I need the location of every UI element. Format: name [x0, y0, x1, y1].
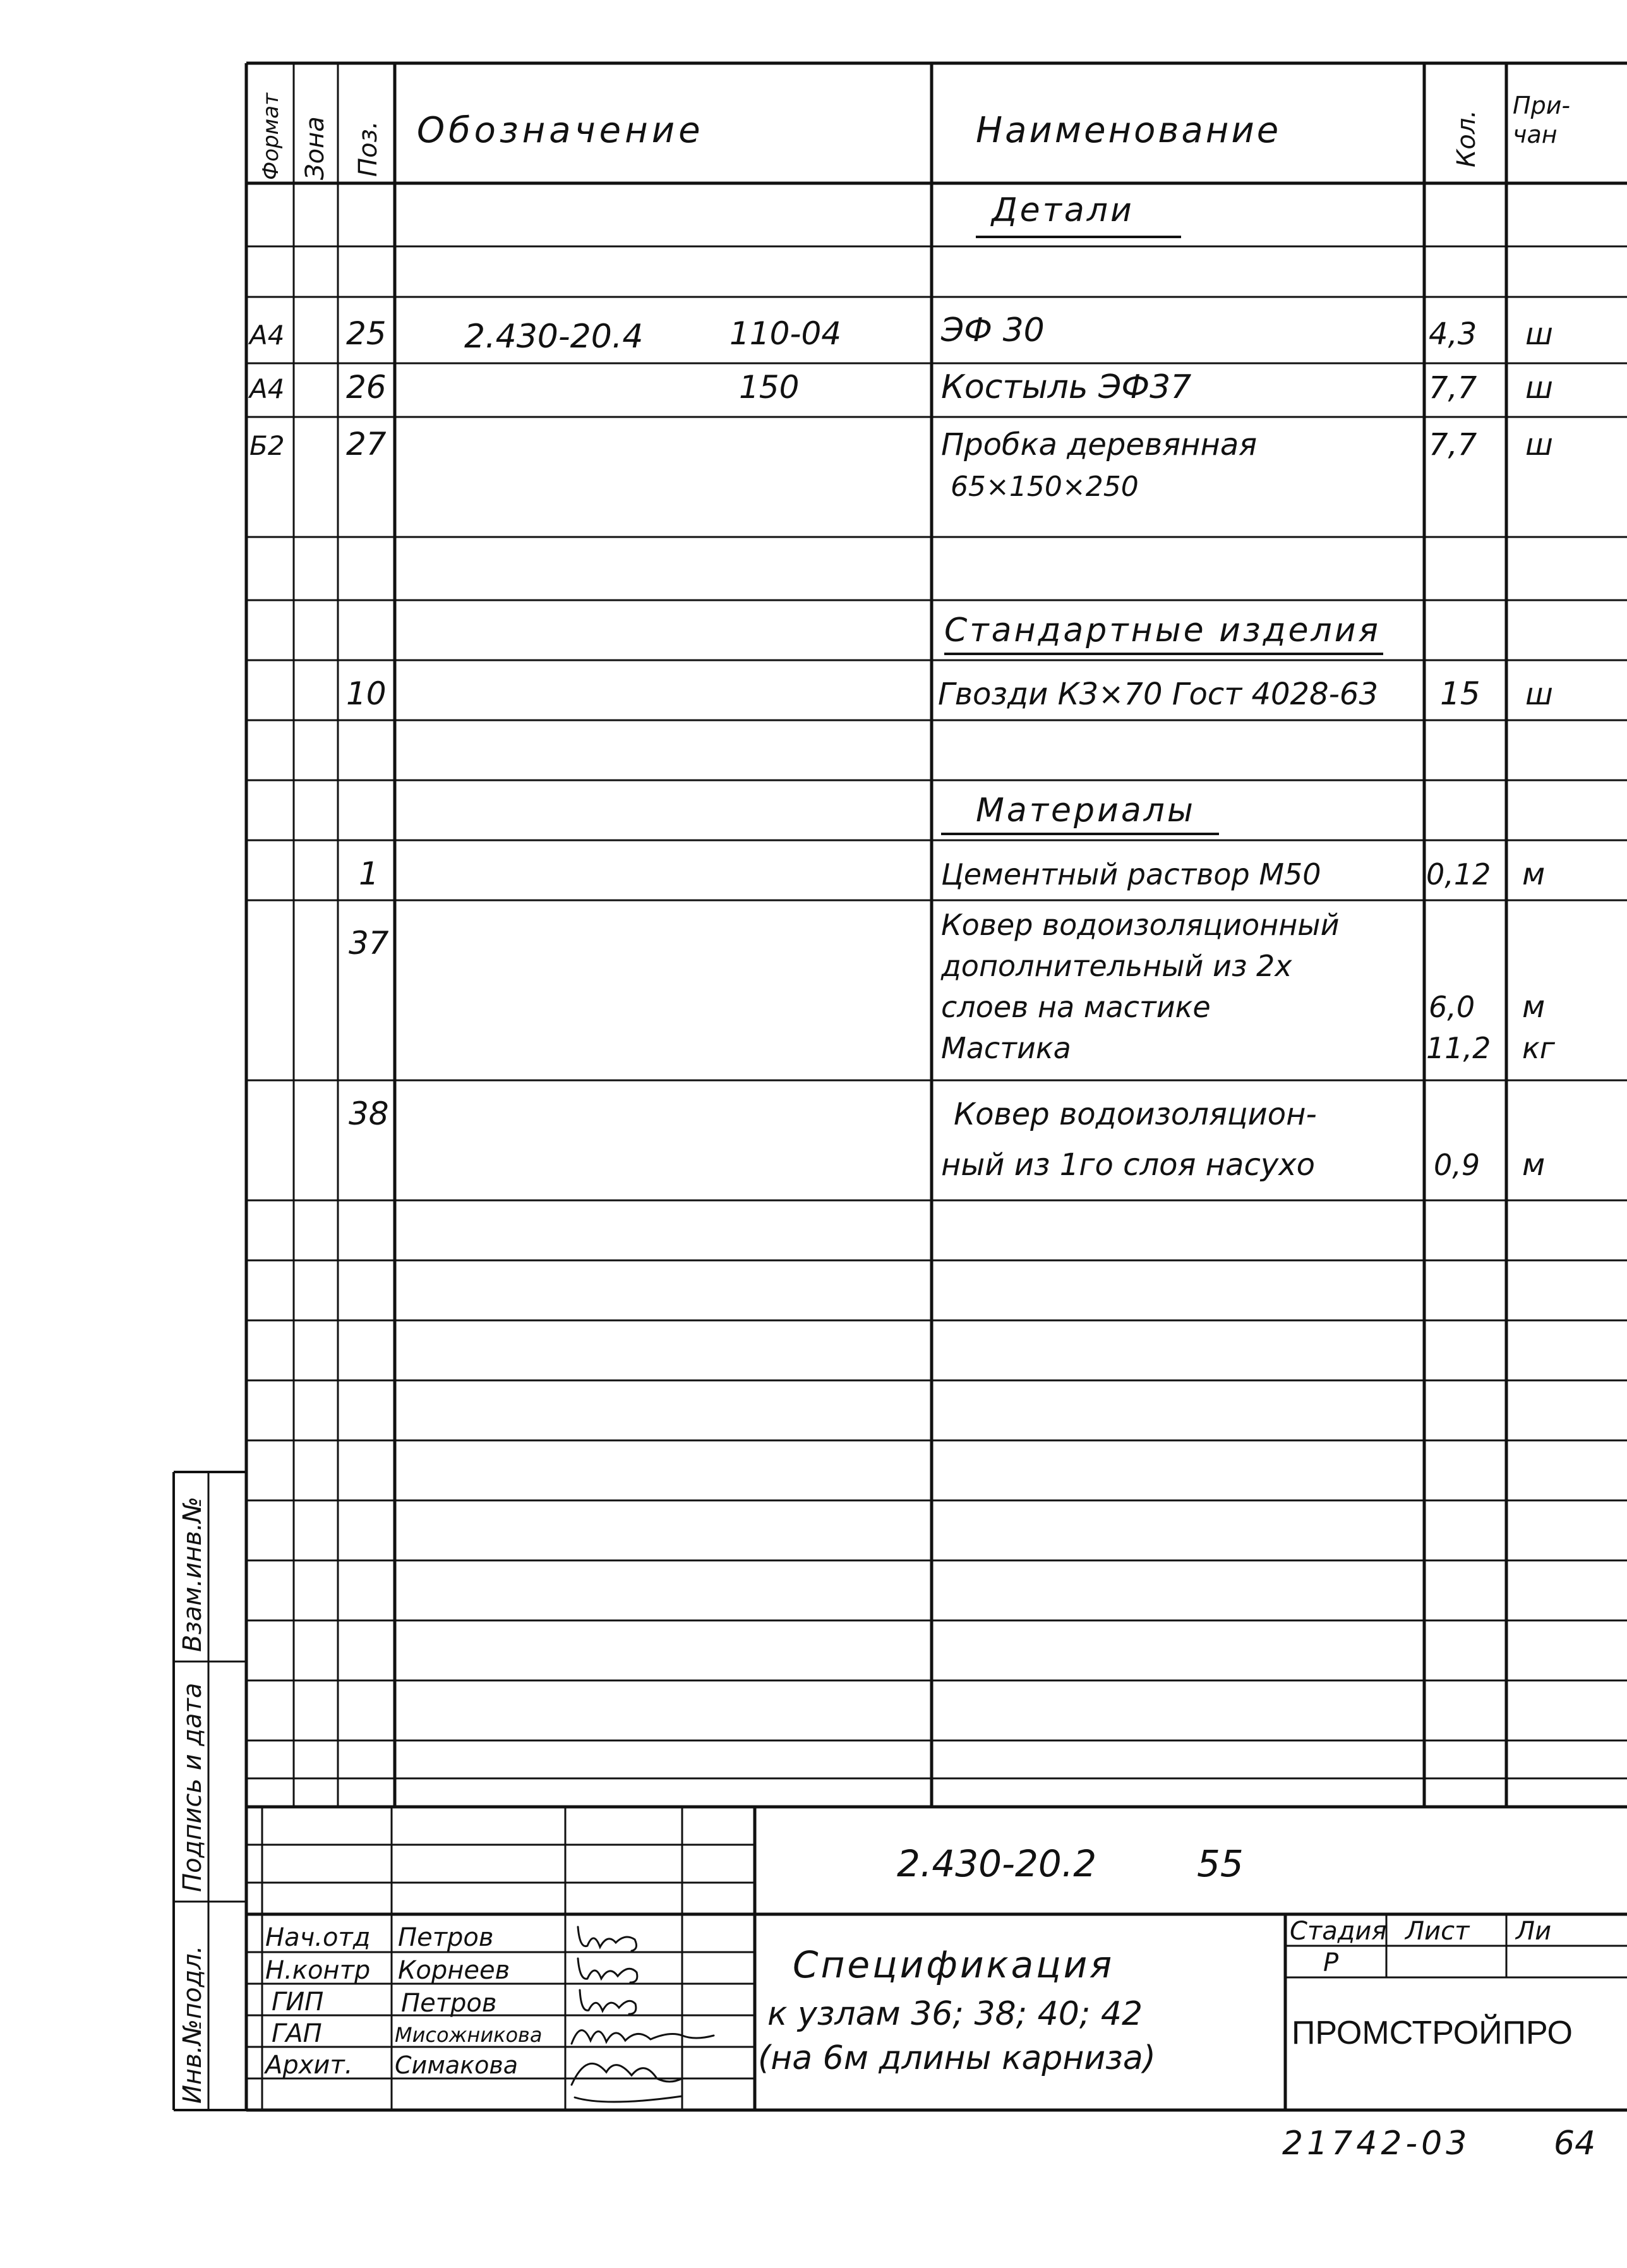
table-row — [359, 855, 1545, 892]
role-label: Архит. — [265, 2051, 353, 2080]
row-qty: 7,7 — [1429, 427, 1477, 462]
role-label: Н.контр — [265, 1956, 371, 1985]
row-name-line4: Мастика — [941, 1031, 1071, 1065]
table-grid — [246, 63, 1627, 2110]
header-zone: Зона — [301, 116, 330, 180]
header-qty: Кол. — [1452, 109, 1481, 167]
row-note: ш — [1525, 317, 1553, 352]
row-name: Костыль ЭФ37 — [941, 368, 1192, 406]
header-note-line1: При- — [1513, 92, 1571, 119]
row-designation-suffix: 150 — [739, 369, 800, 406]
row-pos: 38 — [349, 1095, 389, 1132]
role-name: Корнеев — [398, 1956, 510, 1985]
row-note: ш — [1525, 427, 1553, 462]
row-format: А4 — [249, 320, 285, 351]
signature-petrov-1 — [578, 1927, 637, 1951]
row-note: ш — [1525, 370, 1553, 406]
table-row — [349, 908, 1556, 1065]
side-signature-date: Подпись и дата — [178, 1682, 207, 1892]
header-name: Наименование — [976, 110, 1282, 151]
row-pos: 10 — [346, 675, 387, 712]
signature-korneev — [578, 1958, 637, 1982]
row-pos: 37 — [349, 925, 389, 962]
row-qty: 7,7 — [1429, 370, 1477, 406]
row-name-line3: слоев на мастике — [941, 990, 1211, 1024]
side-stamp — [174, 1472, 246, 2110]
role-label: ГИП — [272, 1988, 324, 2017]
role-name: Петров — [401, 1989, 497, 2018]
doc-title-line2: к узлам 36; 38; 40; 42 — [767, 1995, 1143, 2033]
section-materials-title: Материалы — [976, 792, 1196, 829]
header-format: Формат — [258, 93, 284, 180]
row-name: Цементный раствор М50 — [941, 857, 1321, 891]
doc-number: 2.430-20.2 — [897, 1842, 1097, 1885]
doc-title-line3: (на 6м длины карниза) — [758, 2039, 1156, 2077]
row-name-line2: 65×150×250 — [951, 471, 1139, 503]
header-pos: Поз. — [354, 121, 383, 177]
row-pos: 26 — [346, 369, 387, 406]
table-row — [248, 311, 1553, 356]
row-note: м — [1522, 857, 1546, 892]
page-number: 64 — [1554, 2125, 1596, 2162]
row-designation: 2.430-20.4 — [464, 318, 644, 356]
row-qty: 0,12 — [1426, 857, 1491, 891]
row-qty: 0,9 — [1434, 1148, 1480, 1182]
role-name: Симакова — [395, 2051, 519, 2079]
doc-sheet-ref: 55 — [1197, 1842, 1244, 1885]
row-qty: 6,0 — [1429, 990, 1475, 1024]
row-designation-suffix: 110-04 — [729, 315, 842, 352]
row-note: м — [1522, 1147, 1546, 1183]
section-standard — [944, 612, 1383, 654]
role-label: Нач.отд — [265, 1923, 371, 1952]
footer — [1282, 2125, 1595, 2162]
sheet-label: Лист — [1405, 1917, 1470, 1946]
stage-value: Р — [1323, 1948, 1339, 1977]
section-details-title: Детали — [992, 191, 1134, 229]
org-name: ПРОМСТРОЙПРО — [1292, 2015, 1573, 2051]
row-name: ЭФ 30 — [941, 311, 1045, 349]
row-qty: 4,3 — [1429, 317, 1477, 352]
table-row — [249, 426, 1553, 503]
side-replace-inv: Взам.инв.№ — [178, 1496, 207, 1652]
row-pos: 27 — [346, 426, 387, 462]
sheets-label: Ли — [1516, 1917, 1552, 1946]
role-name: Мисожникова — [395, 2023, 543, 2047]
row-name: Пробка деревянная — [941, 427, 1258, 462]
row-qty: 15 — [1440, 675, 1480, 712]
role-name: Петров — [398, 1923, 494, 1952]
header-note-line2: чан — [1513, 121, 1558, 148]
row-pos: 25 — [346, 315, 387, 352]
side-inv-orig: Инв.№подл. — [178, 1945, 207, 2104]
section-standard-title: Стандартные изделия — [944, 612, 1381, 649]
section-materials — [941, 792, 1219, 834]
row-name: Гвозди К3×70 Гост 4028-63 — [938, 677, 1379, 712]
row-name-line2: дополнительный из 2х — [941, 949, 1292, 983]
archive-number: 21742-03 — [1282, 2125, 1471, 2162]
signature-petrov-2 — [580, 1990, 636, 2014]
section-details — [976, 191, 1181, 237]
signature-misozhnikova — [572, 2030, 714, 2044]
row-note: м — [1522, 989, 1546, 1025]
row-format: А4 — [249, 373, 285, 404]
stage-label: Стадия — [1290, 1917, 1387, 1946]
title-block — [246, 1807, 1627, 2110]
table-row — [248, 368, 1553, 406]
table-row — [346, 675, 1553, 712]
header-note — [1513, 92, 1578, 148]
row-name: Ковер водоизоляцион- — [954, 1097, 1317, 1132]
signature-simakova — [572, 2063, 682, 2102]
row-pos: 1 — [359, 855, 379, 892]
row-note-line2: кг — [1522, 1031, 1555, 1065]
row-qty-line2: 11,2 — [1426, 1031, 1491, 1065]
row-name-line2: ный из 1го слоя насухо — [941, 1147, 1316, 1183]
role-label: ГАП — [272, 2019, 322, 2048]
row-format: Б2 — [249, 430, 285, 461]
table-header — [258, 92, 1578, 180]
doc-title-line1: Спецификация — [793, 1943, 1115, 1986]
row-note: ш — [1525, 677, 1553, 712]
row-name: Ковер водоизоляционный — [941, 908, 1340, 942]
table-row — [349, 1095, 1545, 1183]
header-designation: Обозначение — [417, 110, 704, 151]
